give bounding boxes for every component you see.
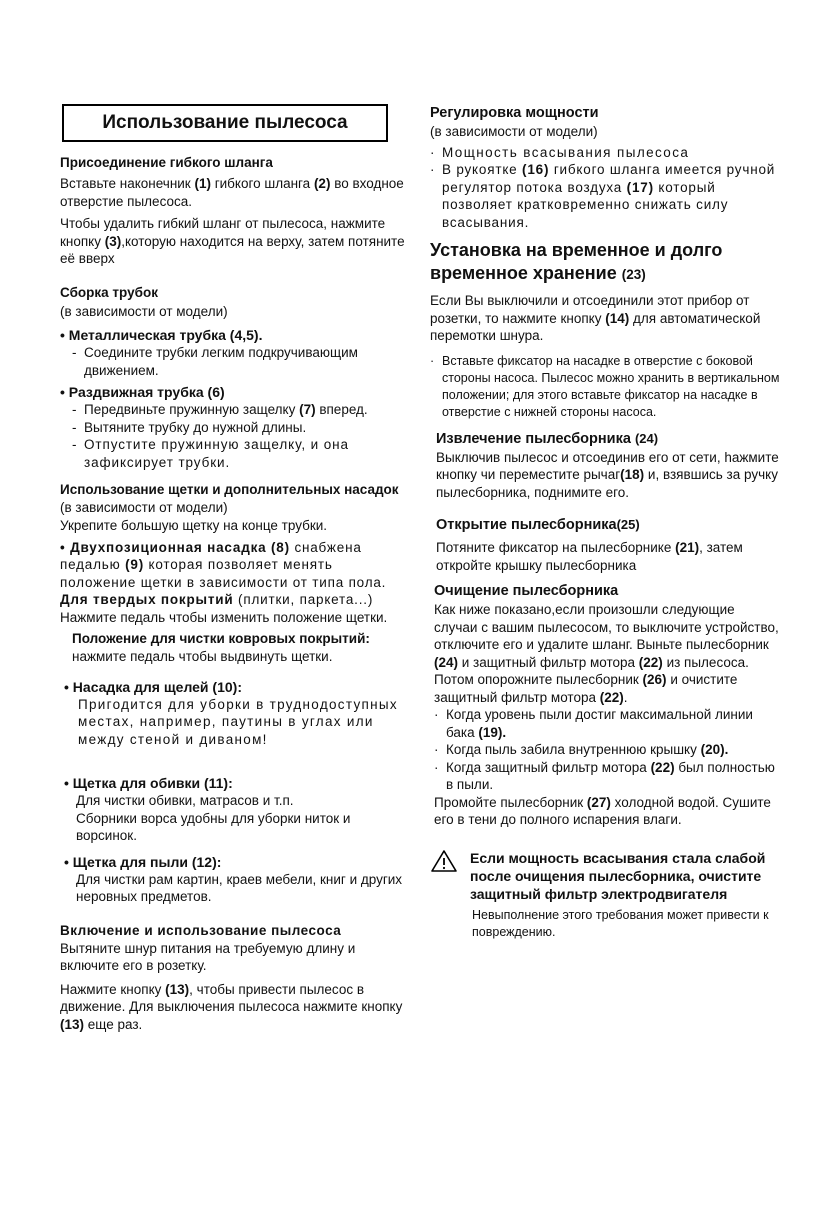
power-heading: Регулировка мощности <box>430 105 599 121</box>
clean-bullet-2: · Когда пыль забила внутреннюю крышку (20). <box>434 742 729 757</box>
dust-brush-heading: • Щетка для пыли (12): <box>64 853 222 870</box>
crevice-text: Пригодится для уборки в труднодоступных местах, например, паутины в углах или между стеной и диваном! <box>78 696 398 747</box>
power-bullet-1: · Мощность всасывания пылесоса <box>430 144 690 160</box>
open-heading: Открытие пылесборника(25) <box>436 517 640 533</box>
clean-text-2: Промойте пылесборник (27) холодной водой. Сушите его в тени до полного испарения влаги. <box>434 794 771 827</box>
storage-bullet: · Вставьте фиксатор на насадке в отверстие с боковой стороны насоса. Пылесос можно хранить в вертикальном положении; для этого вставьте фиксатор на насадке в отверстие с нижней стороны насоса. <box>430 353 780 419</box>
crevice-heading: • Насадка для щелей (10): <box>64 678 242 695</box>
carpet-text: нажмите педаль чтобы выдвинуть щетки. <box>72 649 333 664</box>
storage-text: Если Вы выключили и отсоединили этот прибор от розетки, то нажмите кнопку (14) для автоматической перемотки шнура. <box>430 293 761 343</box>
right-column <box>430 100 780 941</box>
brush-heading: Использование щетки и дополнительных насадок (в зависимости от модели) <box>60 482 399 515</box>
tubes-heading: Сборка трубок <box>60 284 158 300</box>
hose-p2: Чтобы удалить гибкий шланг от пылесоса, нажмите кнопку (3),которую находится на верху, затем потяните её вверх <box>60 216 405 266</box>
tele-tube-heading: • Раздвижная трубка (6) <box>60 384 225 400</box>
warning-block <box>430 849 780 941</box>
remove-text: Выключив пылесос и отсоединив его от сети, hажмите кнопку чи переместите рычаг(18) и, взявшись за ручку пылесборника, поднимите его. <box>436 449 779 500</box>
remove-heading: Извлечение пылесборника (24) <box>436 430 659 447</box>
tele-step-3: - Отпустите пружинную защелку, и она зафиксирует трубки. <box>72 437 349 470</box>
onoff-text-2: Нажмите кнопку (13), чтобы привести пылесос в движение. Для выключения пылесоса нажмите кнопку (13) еще раз. <box>60 981 403 1032</box>
upholstery-text-1: Для чистки обивки, матрасов и т.п. <box>76 793 294 808</box>
open-text: Потяните фиксатор на пылесборнике (21), затем откройте крышку пылесборника <box>436 540 743 573</box>
dust-brush-text: Для чистки рам картин, краев мебели, книг и других неровных предметов. <box>76 871 403 904</box>
page-title: Использование пылесоса <box>62 104 388 142</box>
warning-heading: Если мощность всасывания стала слабой после очищения пылесборника, очистите защитный фильтр электродвигателя <box>470 849 766 902</box>
warning-triangle-icon <box>430 849 470 941</box>
tubes-note: (в зависимости от модели) <box>60 303 228 319</box>
metal-tube-heading: • Металлическая трубка (4,5). <box>60 327 263 343</box>
hose-heading: Присоединение гибкого шланга <box>60 155 273 170</box>
tele-step-2: - Вытяните трубку до нужной длины. <box>72 419 307 435</box>
onoff-heading: Включение и использование пылесоса <box>60 922 342 938</box>
dual-nozzle: • Двухпозиционная насадка (8) снабжена педалью (9) которая позволяет менять положение щетки в зависимости от типа пола. Для твердых покрытий (плитки, паркета...) Нажмите педаль чтобы изменить положение щетки. <box>60 539 388 625</box>
clean-text-1: Как ниже показано,если произошли следующие случаи с вашим пылесосом, то выключите устройство, отключите его и удалите шланг. Выньте пылесборник (24) и защитный фильтр мотора (22) из пылесоса. Потом опорожните пылесборник (26) и очистите защитный фильтр мотора (22). <box>434 602 779 705</box>
warning-text: Невыполнение этого требования может привести к повреждению. <box>472 907 769 939</box>
clean-bullet-3: · Когда защитный фильтр мотора (22) был полностью в пыли. <box>434 759 775 792</box>
power-bullet-2: · В рукоятке (16) гибкого шланга имеется ручной регулятор потока воздуха (17) который позволяет кратковременно снижать силу всасывания. <box>430 162 776 230</box>
left-column <box>60 100 410 1033</box>
clean-heading: Очищение пылесборника <box>434 583 619 599</box>
clean-bullet-1: · Когда уровень пыли достиг максимальной линии бака (19). <box>434 707 753 740</box>
storage-heading: Установка на временное и долго временное хранение (23) <box>430 240 723 283</box>
power-note: (в зависимости от модели) <box>430 124 598 139</box>
upholstery-text-2: Сборники ворса удобны для уборки ниток и ворсинок. <box>76 810 351 843</box>
tele-step-1: - Передвиньте пружинную защелку (7) вперед. <box>72 402 368 417</box>
onoff-text-1: Вытяните шнур питания на требуемую длину и включите его в розетку. <box>60 940 356 973</box>
brush-line: Укрепите большую щетку на конце трубки. <box>60 518 328 533</box>
upholstery-heading: • Щетка для обивки (11): <box>64 775 233 791</box>
carpet-heading: Положение для чистки ковровых покрытий: <box>72 631 370 646</box>
metal-tube-step: - Соедините трубки легким подкручивающим движением. <box>72 345 358 378</box>
hose-p1: Вставьте наконечник (1) гибкого шланга (2) во входное отверстие пылесоса. <box>60 176 404 209</box>
